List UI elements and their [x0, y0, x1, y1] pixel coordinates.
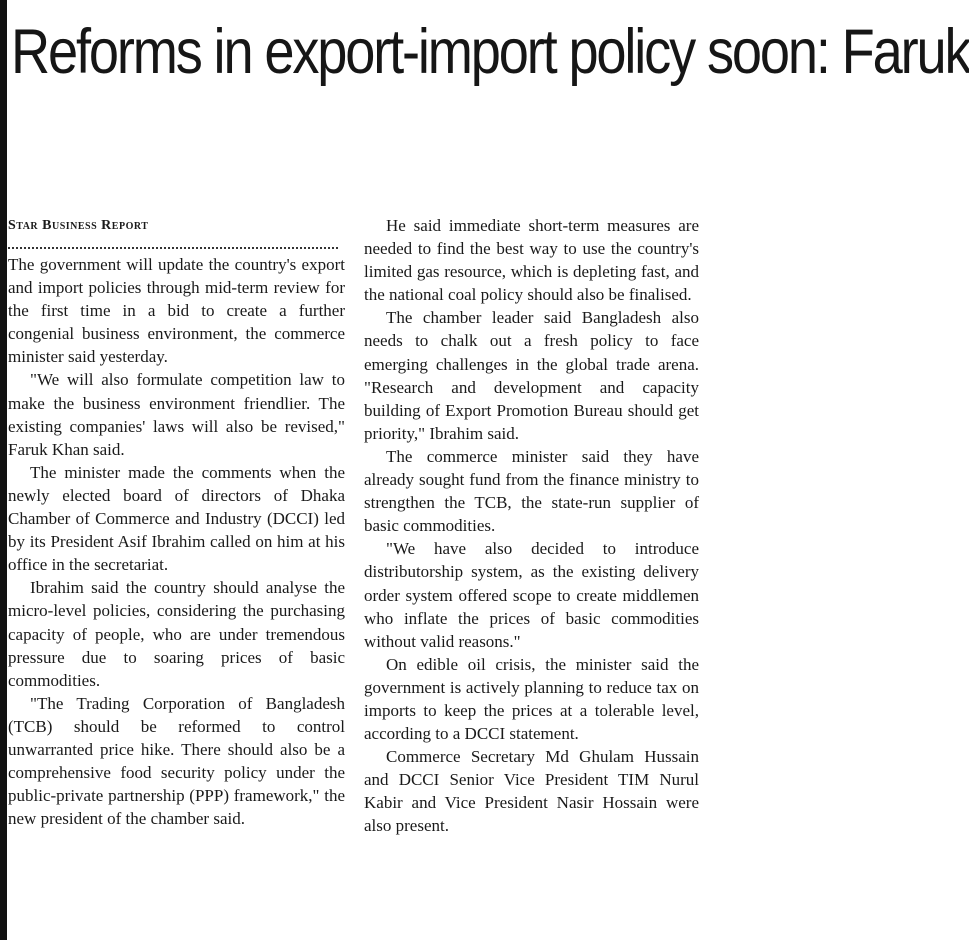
page-edge-rule: [0, 0, 7, 940]
paragraph: The chamber leader said Bangladesh also needs to chalk out a fresh policy to face emerging challenges in the global trade arena. "Research and development and capacity building of Export Promotion Bureau should get priority," Ibrahim said.: [364, 308, 699, 443]
paragraph: "The Trading Corporation of Bangladesh (TCB) should be reformed to control unwarranted price hike. There should also be a comprehensive food security policy under the public-private partnership (PPP) framework," the new president of the chamber said.: [8, 693, 345, 829]
paragraph: "We will also formulate competition law to make the business environment friendlier. The existing companies' laws will also be revised," Faruk Khan said.: [8, 370, 345, 459]
paragraph: Ibrahim said the country should analyse the micro-level policies, considering the purchasing capacity of people, who are under tremendous pressure due to soaring prices of basic commodities.: [8, 578, 345, 690]
paragraph: Commerce Secretary Md Ghulam Hussain and DCCI Senior Vice President TIM Nurul Kabir and Vice President Nasir Hossain were also present.: [364, 747, 699, 836]
headline: Reforms in export-import policy soon: Faruk: [11, 17, 969, 87]
paragraph: "We have also decided to introduce distributorship system, as the existing delivery order system offered scope to create middlemen who inflate the prices of basic commodities without valid reasons.": [364, 539, 699, 651]
paragraph: The commerce minister said they have already sought fund from the finance ministry to strengthen the TCB, the state-run supplier of basic commodities.: [364, 446, 699, 536]
paragraph: The government will update the country's export and import policies through mid-term review for the first time in a bid to create a further congenial business environment, the commerce minister said yesterday.: [8, 255, 345, 367]
paragraph: On edible oil crisis, the minister said the government is actively planning to reduce tax on imports to keep the prices at a tolerable level, according to a DCCI statement.: [364, 654, 699, 744]
byline: Star Business Report: [8, 218, 149, 233]
article-column-left: [8, 214, 345, 830]
paragraph: He said immediate short-term measures are needed to find the best way to use the country's limited gas resource, which is depleting fast, and the national coal policy should also be finalised.: [364, 216, 699, 305]
paragraph: The minister made the comments when the newly elected board of directors of Dhaka Chamber of Commerce and Industry (DCCI) led by its President Asif Ibrahim called on him at his office in the secretariat.: [8, 462, 345, 575]
byline-divider: [8, 237, 338, 249]
article-column-right: [364, 214, 699, 838]
